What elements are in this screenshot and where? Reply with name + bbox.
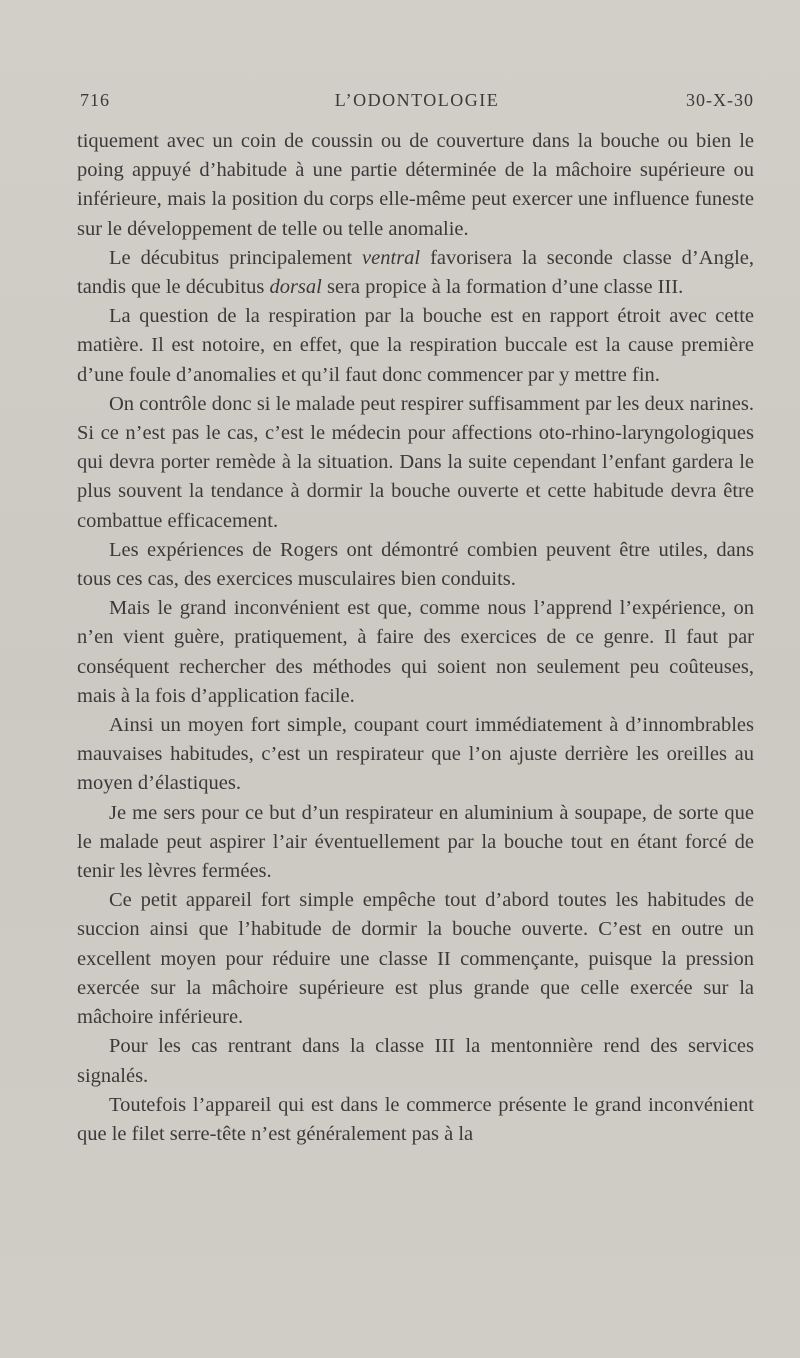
- paragraph: Toutefois l’appareil qui est dans le commerce présente le grand inconvénient que le filet serre-tête n’est généralement pas à la: [77, 1093, 754, 1145]
- paragraph: Mais le grand inconvénient est que, comme nous l’apprend l’expérience, on n’en vient guère, pratiquement, à faire des exercices de ce genre. Il faut par conséquent rechercher des méthodes qui soient non seulement peu coûteuses, mais à la fois d’application facile.: [77, 597, 754, 707]
- running-title: L’ODONTOLOGIE: [334, 90, 500, 110]
- page-number: 716: [80, 90, 110, 110]
- emphasis: dorsal: [269, 276, 322, 299]
- paragraph: Les expériences de Rogers ont démontré combien peuvent être utiles, dans tous ces cas, des exercices musculaires bien conduits.: [77, 538, 754, 591]
- body-text: [77, 127, 754, 1149]
- paragraph: tiquement avec un coin de coussin ou de couverture dans la bouche ou bien le poing appuyé d’habitude à une partie déterminée de la mâchoire supérieure ou inférieure, mais la position du corps elle-même peut exercer une influence funeste sur le développement de telle ou telle anomalie.: [77, 130, 754, 240]
- paragraph: La question de la respiration par la bouche est en rapport étroit avec cette matière. Il est notoire, en effet, que la respiration buccale est la cause première d’une foule d’anomalies et qu’il faut donc commencer par y mettre fin.: [77, 305, 754, 386]
- text-run: favorisera la seconde classe d’Angle, tandis que le décubitus: [77, 246, 754, 299]
- running-header: [80, 90, 754, 116]
- text-run: sera propice à la formation d’une classe III.: [321, 276, 684, 299]
- text-run: Le décubitus principalement: [109, 246, 363, 269]
- paragraph: [77, 244, 754, 302]
- issue-date: 30-X-30: [686, 90, 754, 110]
- paragraph: On contrôle donc si le malade peut respirer suffisamment par les deux narines. Si ce n’est pas le cas, c’est le médecin pour affections oto-rhino-laryngologiques qui devra porter remède à la situation. Dans la suite cependant l’enfant gardera le plus souvent la tendance à dormir la bouche ouverte et cette habitude devra être combattue efficacement.: [77, 392, 754, 532]
- paragraph: Ainsi un moyen fort simple, coupant court immédiatement à d’innombrables mauvaises habitudes, c’est un respirateur que l’on ajuste derrière les oreilles au moyen d’élastiques.: [77, 714, 754, 795]
- paragraph: Ce petit appareil fort simple empêche tout d’abord toutes les habitudes de succion ainsi que l’habitude de dormir la bouche ouverte. C’est en outre un excellent moyen pour réduire une classe II commençante, puisque la pression exercée sur la mâchoire supérieure est plus grande que celle exercée sur la mâchoire inférieure.: [77, 889, 754, 1029]
- paragraph: Pour les cas rentrant dans la classe III la mentonnière rend des services signalés.: [77, 1035, 754, 1087]
- paragraph: Je me sers pour ce but d’un respirateur en aluminium à soupape, de sorte que le malade peut aspirer l’air éventuellement par la bouche tout en étant forcé de tenir les lèvres fermées.: [77, 801, 754, 883]
- emphasis: ventral: [362, 246, 421, 269]
